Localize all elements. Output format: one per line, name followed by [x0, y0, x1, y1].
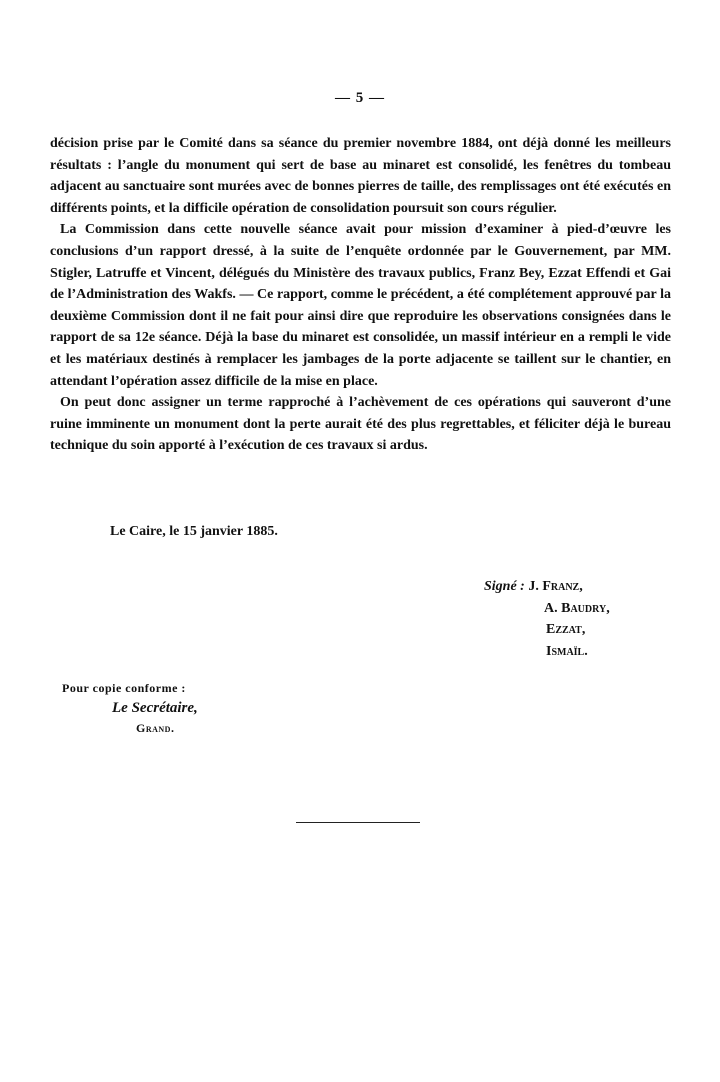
secretary-role: Le Secrétaire,	[112, 700, 198, 716]
paragraph-commission: La Commission dans cette nouvelle séance avait pour mission d’examiner à pied-d’œuvre les conclusions d’un rapport dressé, à la suite de l’enquête ordonnée par le Gouvernement, par MM. Stigler, Latruffe et Vincent, délégués du Ministère des travaux publics, Franz Bey, Ezzat Effendi et Gai de l’Administration des Wakfs. — Ce rapport, comme le précédent, a été complétement approuvé par la deuxième Commission dont il ne fait pour ainsi dire que reproduire les observations consignées dans le rapport de sa 12e séance. Déjà la base du minaret est consolidée, un massif intérieur en a rempli le vide et les matériaux destinés à remplacer les jambages de la porte adjacente se taillent sur le chantier, en attendant l’opération assez difficile de la mise en place.	[50, 222, 671, 389]
copy-conform-label: Pour copie conforme :	[62, 681, 186, 695]
closing-rule-divider	[296, 822, 420, 823]
signatory-ezzat: Ezzat,	[546, 622, 586, 637]
secretary-name: Grand.	[136, 721, 175, 735]
signatory-franz: J. Franz,	[528, 579, 583, 594]
signatory-ismail: Ismaïl.	[546, 643, 588, 659]
signature-block	[484, 576, 610, 662]
signed-label: Signé :	[484, 579, 525, 594]
signature-row-franz	[484, 576, 610, 598]
paragraph-continuation: décision prise par le Comité dans sa séance du premier novembre 1884, ont déjà donné les meilleurs résultats : l’angle du monument qui sert de base au minaret est consolidé, les fenêtres du tombeau adjacent au sanctuaire sont murées avec de bonnes pierres de taille, des remplissages ont été exécutés en différents points, et la difficile opération de consolidation poursuit son cours régulier.	[50, 136, 671, 216]
date-line: Le Caire, le 15 janvier 1885.	[110, 524, 278, 539]
body-text	[50, 133, 671, 457]
paragraph-conclusion: On peut donc assigner un terme rapproché à l’achèvement de ces opérations qui sauveront d’une ruine imminente un monument dont la perte aurait été des plus regrettables, et féliciter déjà le bureau technique du soin apporté à l’exécution de ces travaux si ardus.	[50, 395, 671, 454]
signatory-baudry: A. Baudry,	[544, 600, 610, 616]
page-number: — 5 —	[335, 90, 385, 106]
